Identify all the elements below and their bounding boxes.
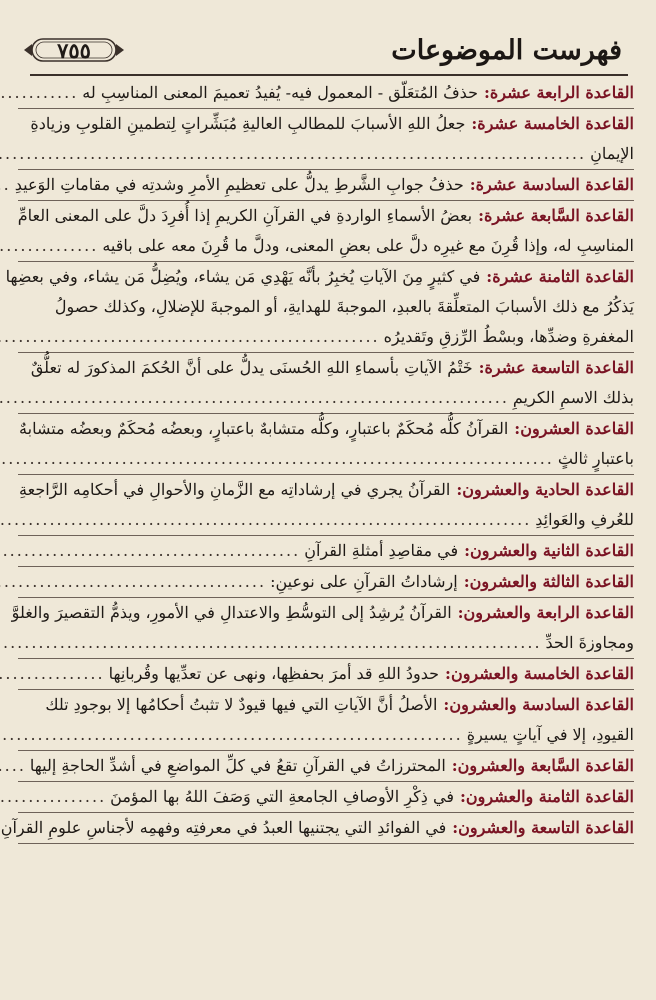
toc-entry[interactable] [18,109,634,170]
rule-text: باعتبارٍ ثالثٍ [557,449,634,468]
toc-entry-line [18,201,634,231]
leader-dots [0,78,82,108]
toc-list [0,78,634,992]
toc-entry[interactable] [18,659,634,690]
toc-entry-line [18,536,634,566]
toc-entry-line [18,139,634,169]
rule-label: القاعدة الخامسة عشرة: [471,114,634,133]
toc-entry-line [18,567,634,597]
toc-entry[interactable] [18,78,634,109]
toc-entry-line [18,292,634,322]
toc-entry[interactable] [18,751,634,782]
rule-text: الإيمانِ [590,144,634,163]
toc-entry[interactable] [18,201,634,262]
rule-text: القيودِ، إلا في آياتٍ يسيرةٍ [466,725,634,744]
rule-text: في الفوائدِ التي يجتنيها العبدُ في معرفتِه وفهمِه لأجناسِ علومِ القرآنِ [0,818,447,837]
rule-text: يَذكُرُ مع ذلك الأسبابَ المتعلِّقةَ بالعبدِ، الموجبةَ للهدايةِ، أو الموجبةَ للإضلالِ، وكذلك حصولُ [54,297,634,316]
toc-entry-line [18,628,634,658]
leader-dots [0,628,546,658]
leader-dots [0,720,467,750]
leader-dots [0,231,102,261]
toc-entry-line [18,414,634,444]
toc-entry-line [18,322,634,352]
toc-entry-line [18,109,634,139]
leader-dots [0,782,110,812]
page-number-frame [22,35,126,65]
rule-label: القاعدة التاسعة عشرة: [478,358,634,377]
rule-label: القاعدة السادسة والعشرون: [443,695,634,714]
leader-dots [0,139,590,169]
rule-text: حذفُ المُتعَلّق - المعمول فيه- يُفيدُ تعميمَ المعنى المناسِبِ له [82,83,478,102]
rule-text: في ذِكْرِ الأوصافِ الجامعةِ التي وَصَفَ اللهُ بها المؤمنَ [110,787,454,806]
toc-entry-line [18,444,634,474]
toc-entry-line [18,690,634,720]
rule-text: حدودُ اللهِ قد أمرَ بحفظِها، ونهى عن تعدِّيها وقُربانِها [108,664,440,683]
toc-entry[interactable] [18,536,634,567]
toc-entry-line [18,231,634,261]
rule-text: المحترزاتُ في القرآنِ تقعُ في كلِّ المواضعِ في أشدِّ الحاجةِ إليها [29,756,446,775]
rule-label: القاعدة الرابعة عشرة: [483,83,634,102]
rule-text: المناسِبِ له، وإذا قُرِنَ مع غيرِه دلَّ على بعضِ المعنى، ودلَّ ما قُرِنَ معه على باقيه [102,236,634,255]
leader-dots [0,383,513,413]
toc-entry[interactable] [18,567,634,598]
leader-dots [0,536,304,566]
toc-entry-line [18,659,634,689]
rule-text: في كثيرٍ مِنَ الآياتِ يُخبِرُ بأنَّه يَهْدِي مَن يشاء، ويُضِلُّ مَن يشاء، وفي بعضِها [5,267,481,286]
rule-label: القاعدة التاسعة والعشرون: [452,818,634,837]
toc-entry-line [18,720,634,750]
toc-entry-line [18,751,634,781]
toc-entry[interactable] [11,598,634,659]
toc-entry-line [18,782,634,812]
toc-entry[interactable] [5,262,634,353]
rule-label: القاعدة الخامسة والعشرون: [445,664,634,683]
toc-entry[interactable] [18,690,634,751]
toc-entry-line [0,813,634,843]
toc-entry-line [5,262,634,292]
toc-entry[interactable] [18,353,634,414]
rule-text: القرآنُ يجري في إرشاداتِه مع الزَّمانِ والأحوالِ في أحكامِه الرَّاجعةِ [19,480,451,499]
rule-text: القرآنُ كلُّه مُحكَمٌ باعتبارٍ، وكلُّه متشابهٌ باعتبارٍ، وبعضُه مُحكَمٌ وبعضُه متشابهٌ [19,419,509,438]
toc-entry[interactable] [14,170,634,201]
rule-label: القاعدة الثانية والعشرون: [464,541,634,560]
page-title: فهرست الموضوعات [391,34,622,66]
rule-text: للعُرفِ والعَوائِدِ [535,510,634,529]
rule-label: القاعدة السادسة عشرة: [469,175,634,194]
rule-text: الأصلُ أنَّ الآياتِ التي فيها قيودٌ لا تثبتُ أحكامُها إلا بوجودِ تلك [45,695,438,714]
page-header [22,26,630,74]
rule-label: القاعدة السَّابعة والعشرون: [451,756,634,775]
rule-text: بذلك الاسمِ الكريمِ [512,388,634,407]
leader-dots [0,505,535,535]
rule-label: القاعدة الثامنة عشرة: [486,267,634,286]
toc-entry[interactable] [18,782,634,813]
toc-entry[interactable] [18,414,634,475]
rule-text: القرآنُ يُرشِدُ إلى التوسُّطِ والاعتدالِ في الأمورِ، ويذمُّ التقصيرَ والغلوَّ [11,603,452,622]
rule-text: إرشاداتُ القرآنِ على نوعينِ: [270,572,458,591]
leader-dots [0,444,558,474]
header-divider [30,74,628,76]
rule-text: بعضُ الأسماءِ الواردةِ في القرآنِ الكريمِ إذا أُفرِدَ دلَّ على المعنى العامِّ [17,206,473,225]
toc-entry[interactable] [0,813,634,844]
rule-label: القاعدة العشرون: [514,419,634,438]
rule-text: خَتْمُ الآياتِ بأسماءِ اللهِ الحُسنَى يدلُّ على أنَّ الحُكمَ المذكورَ له تعلُّقٌ [30,358,473,377]
rule-label: القاعدة الحادية والعشرون: [456,480,634,499]
rule-text: المغفرةِ وضدِّها، وبسْطُ الرِّزقِ وتَقديرُه [383,327,634,346]
leader-dots [0,170,15,200]
leader-dots [0,659,109,689]
toc-entry-line [11,598,634,628]
toc-entry-line [18,353,634,383]
rule-text: في مقاصِدِ أمثلةِ القرآنِ [304,541,459,560]
leader-dots [0,567,270,597]
toc-entry-line [18,475,634,505]
rule-label: القاعدة الثالثة والعشرون: [463,572,634,591]
leader-dots [0,813,1,843]
toc-entry-line [18,505,634,535]
rule-label: القاعدة السَّابعة عشرة: [478,206,634,225]
rule-text: جعلُ اللهِ الأسبابَ للمطالبِ العاليةِ مُبَشِّراتٍ لِتطمينِ القلوبِ وزيادةِ [30,114,466,133]
page-number: ٧٥٥ [57,37,91,63]
rule-label: القاعدة الثامنة والعشرون: [459,787,634,806]
rule-label: القاعدة الرابعة والعشرون: [457,603,634,622]
toc-entry-line [18,383,634,413]
rule-text: ومجاوزةَ الحدِّ [545,633,634,652]
rule-text: حذفُ جوابِ الشَّرطِ يدلُّ على تعظيمِ الأمرِ وشدتِه في مقاماتِ الوَعيدِ [14,175,464,194]
leader-dots [0,751,30,781]
toc-entry-line [14,170,634,200]
leader-dots [0,322,384,352]
toc-entry-line [18,78,634,108]
toc-entry[interactable] [18,475,634,536]
